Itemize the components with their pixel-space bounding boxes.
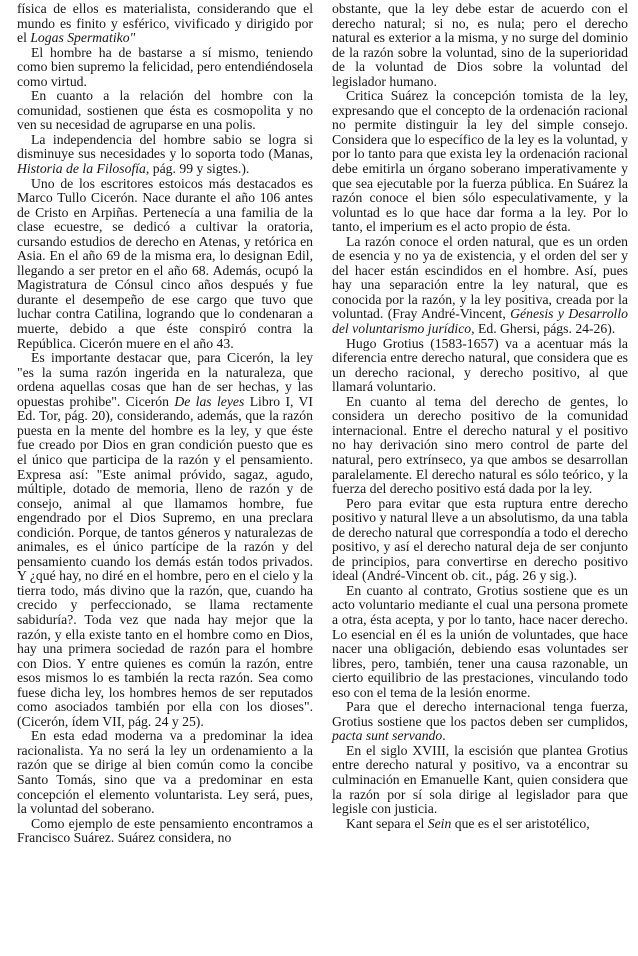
text-run: En cuanto al tema del derecho de gentes, lo considera un derecho positivo de la comunidad internacional. Entre el derecho natural y el positivo no hay derivación sino mero control de parte del natural, pero extrínseco, ya que ambos se desarrollan paralelamente. El derecho natural es sólo teórico, y la fuerza del derecho positivo está dada por la ley. (332, 393, 628, 497)
paragraph (332, 700, 628, 744)
italic-text: Historia de la Filosofía, (17, 161, 150, 177)
paragraph (332, 744, 628, 817)
text-run: Como ejemplo de este pensamiento encontramos a Francisco Suárez. Suárez considera, no (17, 815, 313, 846)
paragraph (332, 497, 628, 584)
text-run: La razón conoce el orden natural, que es un orden de esencia y no ya de existencia, y el orden del ser y del hacer están escindidos en el hombre. Así, pues hay una separación entre la ley natural, que es conocida por la razón, y la ley positiva, creada por la voluntad. (Fray André-Vincent, (332, 233, 628, 322)
paragraph (17, 133, 313, 177)
text-run: Hugo Grotius (1583-1657) va a acentuar más la diferencia entre derecho natural, que considera que es un derecho racional, y derecho positivo, al que llamará voluntario. (332, 335, 628, 395)
italic-text: pacta sunt servando (332, 728, 443, 744)
paragraph (332, 2, 628, 89)
text-run: Pero para evitar que esta ruptura entre derecho positivo y natural lleve a un absolutismo, da una tabla de derecho natural que correspondía a todo el derecho positivo, y así el derecho natural deja de ser conjunto de principios, para convertirse en derecho positivo ideal (André-Vincent ob. cit., pág. 26 y sig.). (332, 495, 628, 584)
text-run: que es el ser aristotélico, (451, 815, 590, 831)
paragraph (17, 729, 313, 816)
paragraph (17, 817, 313, 846)
text-run: En esta edad moderna va a predominar la idea racionalista. Ya no será la ley un ordenamiento a la razón que se dirige al bien común como la concibe Santo Tomás, sino que va a predominar en esta concepción el elemento voluntarista. Ley será, pues, la voluntad del soberano. (17, 728, 313, 817)
paragraph (17, 2, 313, 46)
text-run: En cuanto a la relación del hombre con la comunidad, sostienen que ésta es cosmopolita y no ven su necesidad de agruparse en una polis. (17, 88, 313, 133)
text-run: El hombre ha de bastarse a sí mismo, teniendo como bien supremo la felicidad, pero entendiéndosela como virtud. (17, 44, 313, 89)
paragraph (17, 46, 313, 90)
italic-text: Génesis y Desarrollo del voluntarismo jurídico, (332, 306, 628, 337)
text-run: obstante, que la ley debe estar de acuerdo con el derecho natural; si no, es nula; pero el derecho natural es exterior a la misma, y no surge del dominio de la razón sobre la voluntad, sino de la superioridad de la voluntad de Dios sobre la voluntad del legislador humano. (332, 1, 628, 89)
right-text-column (332, 2, 628, 956)
paragraph (332, 89, 628, 234)
text-run: En el siglo XVIII, la escisión que plantea Grotius entre derecho natural y positivo, va a encontrar su culminación en Emanuelle Kant, quien considera que la razón por sí sola dirige al legislador para que legisle con justicia. (332, 742, 628, 817)
text-run: La independencia del hombre sabio se logra si disminuye sus necesidades y lo soporta todo (Manas, (17, 131, 313, 162)
paragraph (332, 584, 628, 700)
paragraph (332, 817, 628, 832)
italic-text: De las leyes (174, 393, 245, 409)
paragraph (332, 235, 628, 337)
text-run: Para que el derecho internacional tenga fuerza, Grotius sostiene que los pactos deben ser cumplidos, (332, 699, 628, 729)
text-run: . (442, 728, 446, 744)
text-run: Uno de los escritores estoicos más destacados es Marco Tullo Cicerón. Nace durante el año 106 antes de Cristo en Arpiñas. Pertenecía a una familia de la clase ecuestre, se dedicó a cultivar la oratoria, cursando estudios de derecho en Atenas, y retórica en Asia. En el año 69 de la misma era, lo designan Edil, llegando a ser pretor en el año 68. Además, ocupó la Magistratura de Cónsul cinco años después y fue durante el desempeño de ese cargo que tuvo que luchar contra Catilina, logrando que lo condenaran a muerte, debido a que éste conspiró contra la República. Cicerón muere en el año 43. (17, 175, 313, 351)
paragraph (332, 395, 628, 497)
left-text-column (17, 2, 313, 956)
paragraph (17, 89, 313, 133)
text-run: Libro I, VI Ed. Tor, pág. 20), considerando, además, que la razón puesta en la mente del hombre es la ley, y que éste fue creado por Dios en gran condición puesto que es el único que participa de la razón y el pensamiento. Expresa así: "Este animal próvido, sagaz, agudo, múltiple, dotado de memoria, lleno de razón y de consejo, animal al que llamamos hombre, fue engendrado por el Dios Supremo, en una preclara condición. Porque, de tantos géneros y naturalezas de animales, es el único partícipe de la razón y del pensamiento cuando los demás están todos privados. Y ¿qué hay, no diré en el hombre, pero en el cielo y la tierra todo, más divino que la razón, que, cuando ha crecido y perfeccionado, se llama rectamente sabiduría?. Toda vez que nada hay mejor que la razón, y ella existe tanto en el hombre como en Dios, hay una primera sociedad de razón para el hombre con Dios. Y entre quienes es común la razón, entre esos mismos lo es también la recta razón. Sea como fuese dicha ley, los hombres hemos de ser reputados como asociados también por ella con los dioses". (Cicerón, ídem VII, pág. 24 y 25). (17, 393, 313, 729)
paragraph (17, 351, 313, 729)
italic-text: Sein (427, 815, 452, 831)
italic-text: Logas Spermatiko" (30, 30, 136, 46)
paragraph (17, 177, 313, 352)
text-run: En cuanto al contrato, Grotius sostiene que es un acto voluntario mediante el cual una persona promete a otra, ésta acepta, y por lo tanto, hace nacer derecho. Lo esencial en él es la unión de voluntades, que hace nacer una obligación, debiendo esas voluntades ser libres, pero, también, tener una causa razonable, un cierto equilibrio de las prestaciones, vinculando todo eso con el tema de la lesión enorme. (332, 582, 628, 700)
text-run: Kant separa el (346, 815, 428, 831)
text-run: Es importante destacar que, para Cicerón, la ley "es la suma razón ingerida en la naturaleza, que ordena aquellas cosas que han de ser hechas, y las opuestas prohibe". Cicerón (17, 350, 313, 409)
paragraph (332, 337, 628, 395)
text-run: física de ellos es materialista, considerando que el mundo es finito y esférico, vivificado y dirigido por el (17, 1, 313, 46)
text-run: Ed. Ghersi, págs. 24-26). (474, 321, 616, 337)
text-run: Critica Suárez la concepción tomista de la ley, expresando que el concepto de la ordenación racional no permite distinguir la ley del simple consejo. Considera que lo específico de la ley es la voluntad, y por lo tanto para que exista ley la ordenación racional debe emitirla un órgano soberano imperativamente y que sea ejecutable por la fuerza pública. En Suárez la razón conoce el bien sólo especulativamente, y la voluntad es lo que hace dar forma a la ley. Por lo tanto, el imperium es el acto propio de ésta. (332, 88, 628, 235)
text-run: pág. 99 y sigtes.). (149, 161, 250, 177)
